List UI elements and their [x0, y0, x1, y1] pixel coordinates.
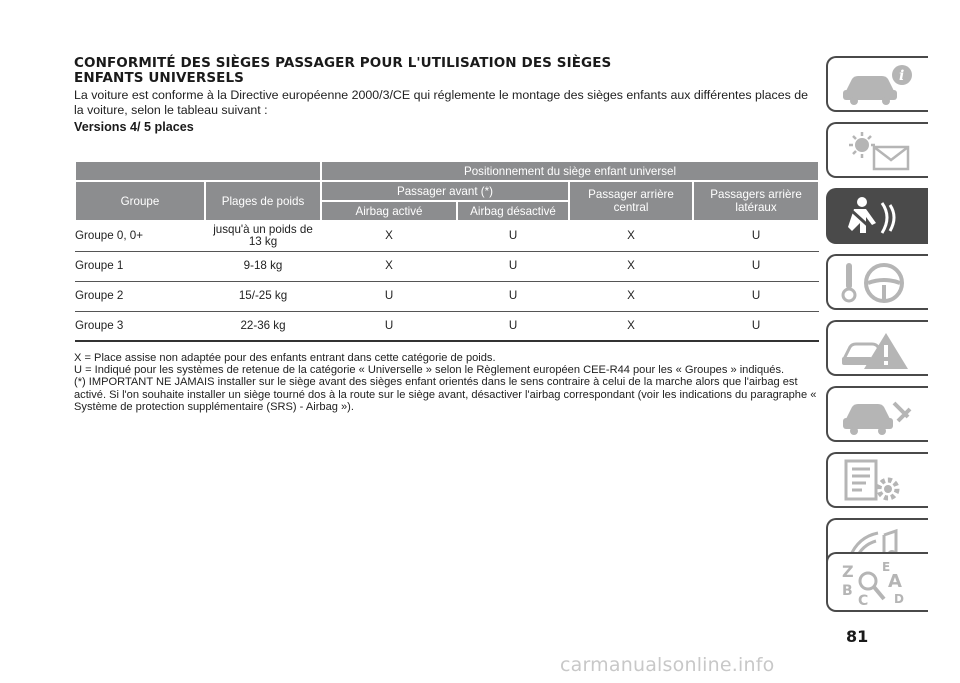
car-info-icon: [838, 61, 918, 109]
child-seat-table: [74, 160, 820, 342]
header-positionnement: Positionnement du siège enfant universel: [321, 161, 819, 181]
cell-arriere-lateraux: U: [693, 221, 819, 251]
header-poids: Plages de poids: [205, 181, 321, 221]
header-passager-avant: Passager avant (*): [321, 181, 569, 201]
cell-airbag-desactive: U: [457, 251, 569, 281]
page-number: 81: [846, 627, 869, 646]
cell-arriere-lateraux: U: [693, 251, 819, 281]
cell-arriere-central: X: [569, 281, 693, 311]
car-crash-warning-icon: [838, 325, 918, 373]
table-notes: [74, 352, 820, 413]
header-airbag-desactive: Airbag désactivé: [457, 201, 569, 221]
cell-arriere-lateraux: U: [693, 311, 819, 341]
cell-airbag-active: X: [321, 221, 457, 251]
cell-arriere-central: X: [569, 311, 693, 341]
car-maintenance-icon: [838, 391, 918, 439]
index-letter-a: A: [888, 571, 902, 592]
warning-light-mail-icon: [838, 127, 918, 175]
tab-warning-lights[interactable]: [826, 122, 928, 178]
tab-emergency[interactable]: [826, 320, 928, 376]
cell-arriere-central: X: [569, 221, 693, 251]
cell-poids: 22-36 kg: [205, 311, 321, 341]
intro-paragraph: La voiture est conforme à la Directive européenne 2000/3/CE qui réglemente le montage des sièges enfants aux différentes places de la voiture, selon le tableau suivant :: [74, 88, 809, 117]
table-row: [75, 251, 819, 281]
cell-airbag-active: X: [321, 251, 457, 281]
cell-groupe: Groupe 3: [75, 311, 205, 341]
note-x: X = Place assise non adaptée pour des enfants entrant dans cette catégorie de poids.: [74, 352, 496, 364]
index-letter-b: B: [842, 583, 853, 599]
tab-index[interactable]: [826, 552, 928, 612]
table-row: [75, 311, 819, 341]
index-letter-e: E: [882, 560, 891, 574]
tab-car-info[interactable]: [826, 56, 928, 112]
seatbelt-airbag-icon: [838, 193, 918, 241]
header-arriere-central: Passager arrière central: [569, 181, 693, 221]
cell-groupe: Groupe 0, 0+: [75, 221, 205, 251]
index-letter-c: C: [858, 593, 869, 609]
key-steering-wheel-icon: [838, 259, 918, 307]
note-important: (*) IMPORTANT NE JAMAIS installer sur le siège avant des sièges enfant orientés dans le sens contraire à celui de la marche alors que l'airbag est activé. Si l'on souhaite installer un siège tourné dos à la route sur le siège avant, désactiver l'airbag correspondant (voir les indications du paragraphe « Système de protection supplémentaire (SRS) - Airbag »).: [74, 376, 817, 413]
svg-text:i: i: [899, 68, 905, 84]
cell-poids: 15/-25 kg: [205, 281, 321, 311]
header-arriere-lateraux: Passagers arrière latéraux: [693, 181, 819, 221]
watermark: carmanualsonline.info: [560, 654, 775, 676]
technical-data-gear-icon: [838, 457, 918, 505]
cell-airbag-desactive: U: [457, 281, 569, 311]
table-row: [75, 221, 819, 251]
section-heading: [74, 56, 818, 86]
cell-groupe: Groupe 2: [75, 281, 205, 311]
cell-airbag-active: U: [321, 311, 457, 341]
document-text: [74, 56, 818, 134]
cell-poids: 9-18 kg: [205, 251, 321, 281]
header-groupe: Groupe: [75, 181, 205, 221]
tab-maintenance[interactable]: [826, 386, 928, 442]
tab-technical-data[interactable]: [826, 452, 928, 508]
heading-line-2: ENFANTS UNIVERSELS: [74, 70, 244, 86]
cell-groupe: Groupe 1: [75, 251, 205, 281]
index-letter-z: Z: [842, 562, 854, 581]
versions-subheading: Versions 4/ 5 places: [74, 120, 194, 134]
header-airbag-active: Airbag activé: [321, 201, 457, 221]
alphabetical-index-icon: [838, 557, 918, 609]
table-row: [75, 281, 819, 311]
index-letter-d: D: [894, 592, 904, 606]
tab-starting-driving[interactable]: [826, 254, 928, 310]
heading-line-1: CONFORMITÉ DES SIÈGES PASSAGER POUR L'UTILISATION DES SIÈGES: [74, 55, 612, 71]
tab-safety[interactable]: [826, 188, 928, 244]
cell-poids: jusqu'à un poids de 13 kg: [205, 221, 321, 251]
cell-airbag-desactive: U: [457, 311, 569, 341]
header-spacer: [75, 161, 321, 181]
cell-arriere-lateraux: U: [693, 281, 819, 311]
cell-arriere-central: X: [569, 251, 693, 281]
note-u: U = Indiqué pour les systèmes de retenue de la catégorie « Universelle » selon le Règlement européen CEE-R44 pour les « Groupes » indiqués.: [74, 364, 785, 377]
cell-airbag-desactive: U: [457, 221, 569, 251]
cell-airbag-active: U: [321, 281, 457, 311]
